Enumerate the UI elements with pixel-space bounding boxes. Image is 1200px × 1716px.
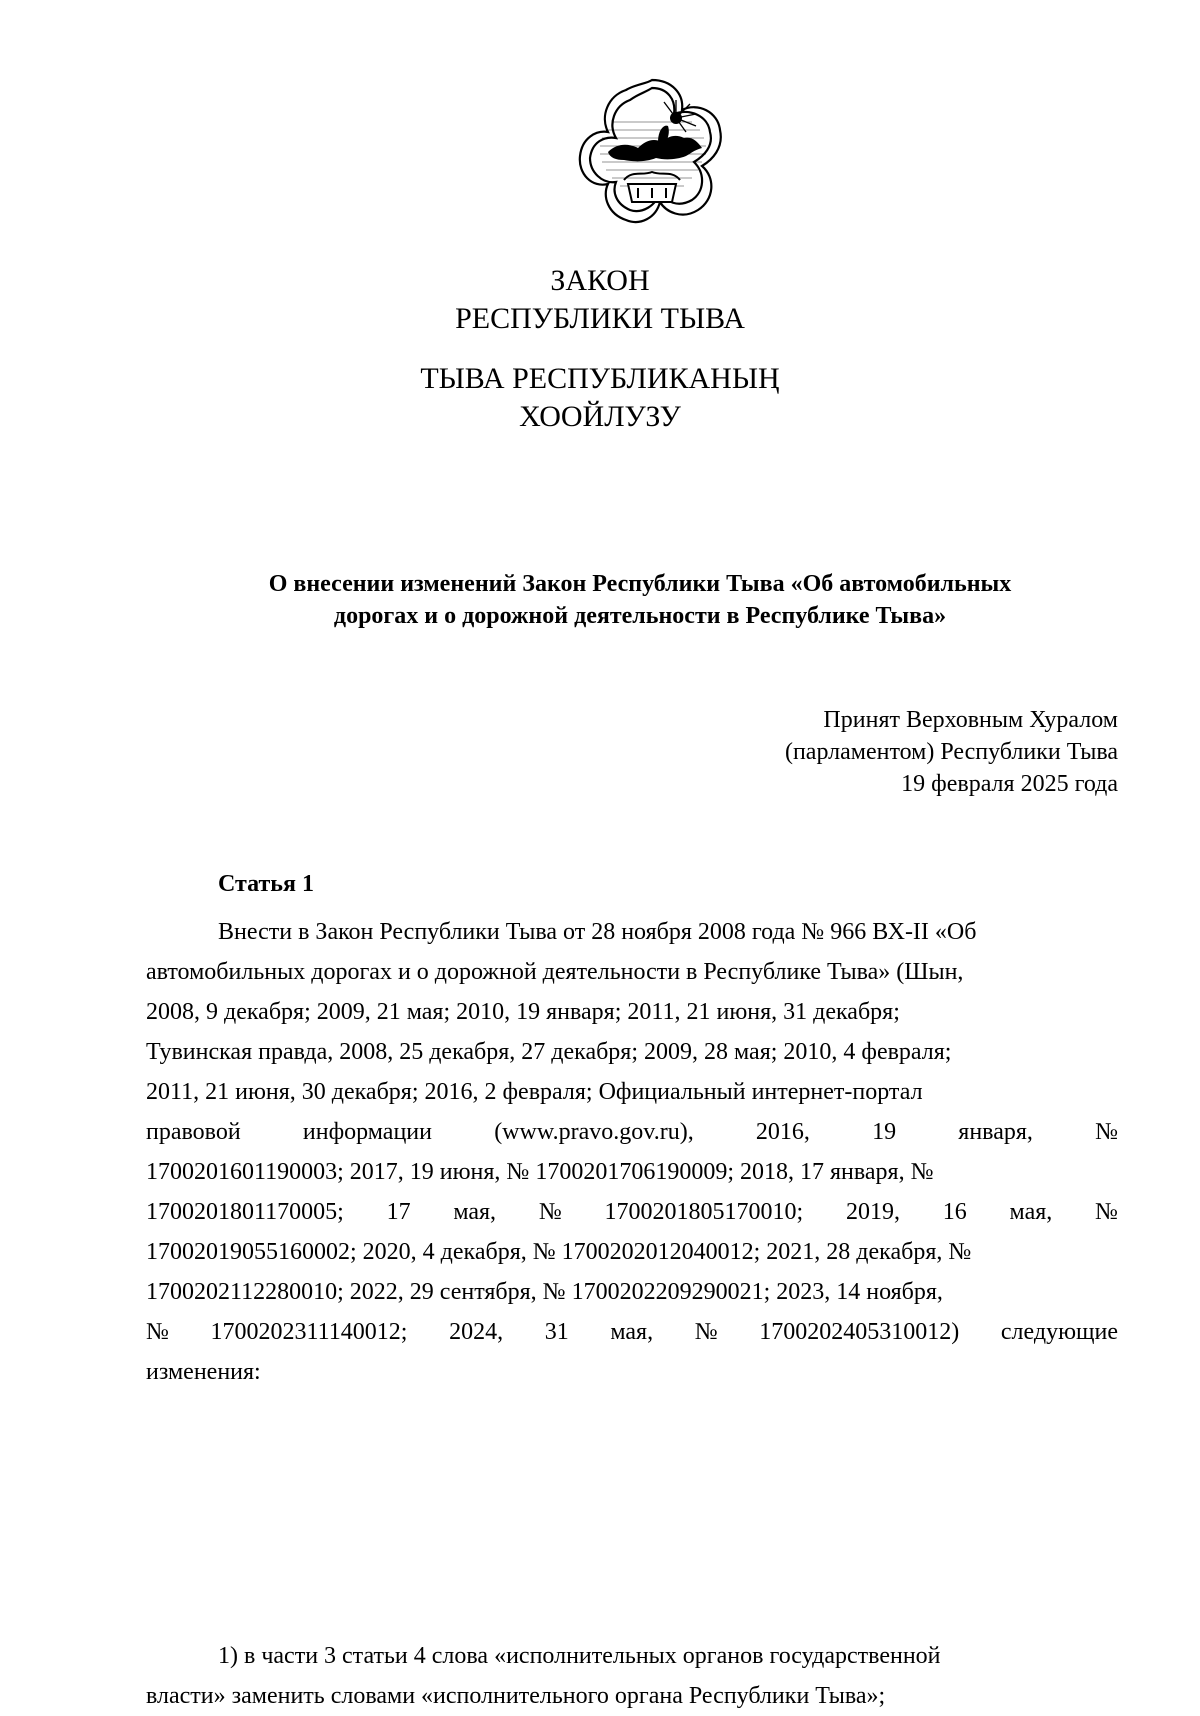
article-heading: Статья 1 [218, 871, 314, 897]
word: 2024, [449, 1319, 504, 1345]
word: января, [958, 1119, 1033, 1145]
word: 19 [872, 1119, 897, 1145]
article-line: 1700201601190003; 2017, 19 июня, № 1700201706190009; 2018, 17 января, № [146, 1159, 934, 1185]
article-line [146, 1192, 1118, 1232]
word: № [1095, 1199, 1118, 1225]
article-line: изменения: [146, 1359, 261, 1385]
article-item-1 [146, 1636, 1118, 1716]
word: следующие [1000, 1319, 1118, 1345]
article-body [146, 912, 1118, 1392]
adoption-date: 19 февраля 2025 года [901, 771, 1118, 797]
word: (www.pravo.gov.ru), [494, 1119, 694, 1145]
law-heading-russian [0, 262, 1200, 338]
word: 1700202405310012) [759, 1319, 960, 1345]
article-line: автомобильных дорогах и о дорожной деятельности в Республике Тыва» (Шын, [146, 959, 964, 985]
heading-tyv-line-1: ТЫВА РЕСПУБЛИКАНЫҢ [420, 362, 780, 395]
adoption-line-1: Принят Верховным Хуралом [823, 707, 1118, 733]
coat-of-arms-emblem [572, 72, 732, 232]
adoption-note [785, 704, 1118, 800]
law-title-line-1: О внесении изменений Закон Республики Тыва «Об автомобильных [268, 571, 1012, 597]
item-line: власти» заменить словами «исполнительного органа Республики Тыва»; [146, 1683, 886, 1709]
article-line: Внести в Закон Республики Тыва от 28 ноября 2008 года № 966 ВХ-II «Об [218, 919, 977, 945]
word: 1700202311140012; [210, 1319, 408, 1345]
word: 1700201801170005; [146, 1199, 344, 1225]
article-line: 1700202112280010; 2022, 29 сентября, № 1700202209290021; 2023, 14 ноября, [146, 1279, 943, 1305]
article-line [146, 1312, 1118, 1352]
heading-tyv-line-2: ХООЙЛУЗУ [519, 400, 681, 433]
word: № [538, 1199, 562, 1225]
word: 17 [386, 1199, 411, 1225]
word: 2019, [845, 1199, 900, 1225]
word: № [1095, 1119, 1118, 1145]
word: 16 [942, 1199, 967, 1225]
word: № [694, 1319, 718, 1345]
item-line: 1) в части 3 статьи 4 слова «исполнительных органов государственной [218, 1643, 941, 1669]
word: 1700201805170010; [604, 1199, 804, 1225]
word: мая, [610, 1319, 654, 1345]
article-line: Тувинская правда, 2008, 25 декабря, 27 декабря; 2009, 28 мая; 2010, 4 февраля; [146, 1039, 952, 1065]
heading-ru-line-2: РЕСПУБЛИКИ ТЫВА [455, 302, 745, 335]
article-line [146, 1112, 1118, 1152]
law-heading-tuvan [0, 360, 1200, 436]
word: мая, [1009, 1199, 1053, 1225]
law-title [150, 568, 1130, 632]
article-line: 17002019055160002; 2020, 4 декабря, № 1700202012040012; 2021, 28 декабря, № [146, 1239, 972, 1265]
word: мая, [453, 1199, 497, 1225]
law-title-line-2: дорогах и о дорожной деятельности в Республике Тыва» [333, 603, 947, 629]
article-line: 2011, 21 июня, 30 декабря; 2016, 2 февраля; Официальный интернет-портал [146, 1079, 923, 1105]
word: № [146, 1319, 169, 1345]
article-line: 2008, 9 декабря; 2009, 21 мая; 2010, 19 января; 2011, 21 июня, 31 декабря; [146, 999, 900, 1025]
heading-ru-line-1: ЗАКОН [550, 264, 650, 297]
word: 2016, [755, 1119, 810, 1145]
word: правовой [146, 1119, 241, 1145]
word: информации [302, 1119, 432, 1145]
word: 31 [544, 1319, 569, 1345]
adoption-line-2: (парламентом) Республики Тыва [784, 739, 1118, 765]
